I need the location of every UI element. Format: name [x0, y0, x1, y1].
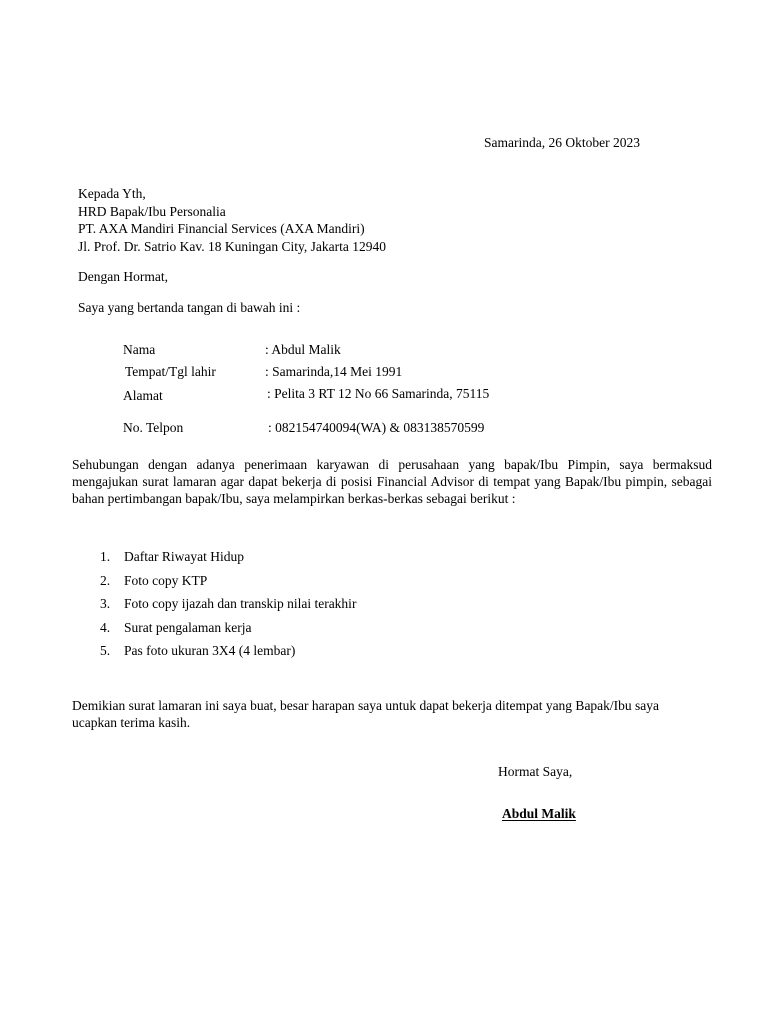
recipient-line: PT. AXA Mandiri Financial Services (AXA Mandiri) — [78, 221, 365, 236]
signature-name: Abdul Malik — [502, 806, 576, 821]
field-value-alamat: : Pelita 3 RT 12 No 66 Samarinda, 75115 — [267, 386, 490, 401]
recipient-line: Jl. Prof. Dr. Satrio Kav. 18 Kuningan City, Jakarta 12940 — [78, 238, 386, 254]
body-paragraph: Sehubungan dengan adanya penerimaan karyawan di perusahaan yang bapak/Ibu Pimpin, saya bermaksud mengajukan surat lamaran agar dapat bekerja di posisi Financial Advisor di tempat yang Bapak/Ibu pimpin, sebagai bahan pertimbangan bapak/Ibu, saya melampirkan berkas-berkas sebagai berikut : — [72, 457, 712, 506]
list-item — [100, 642, 356, 666]
list-item — [100, 548, 356, 572]
recipient-line: HRD Bapak/Ibu Personalia — [78, 203, 226, 219]
closing-text: Hormat Saya, — [498, 764, 573, 779]
salutation: Dengan Hormat, — [78, 269, 168, 284]
letter-date: Samarinda, 26 Oktober 2023 — [484, 135, 640, 150]
list-text: Surat pengalaman kerja — [124, 619, 252, 635]
list-number: 5. — [100, 643, 111, 658]
list-text: Daftar Riwayat Hidup — [124, 549, 244, 564]
attachment-list — [100, 548, 356, 666]
list-number: 2. — [100, 572, 111, 588]
recipient-block — [78, 185, 386, 255]
field-value-nama: : Abdul Malik — [265, 342, 341, 357]
field-value-telpon: : 082154740094(WA) & 083138570599 — [268, 420, 485, 435]
field-label-ttl: Tempat/Tgl lahir — [125, 364, 216, 379]
list-item — [100, 572, 356, 596]
field-label-alamat: Alamat — [123, 388, 163, 403]
list-text: Foto copy ijazah dan transkip nilai terakhir — [124, 596, 357, 611]
list-text: Pas foto ukuran 3X4 (4 lembar) — [124, 643, 296, 658]
list-number: 3. — [100, 596, 111, 611]
field-label-nama: Nama — [123, 342, 156, 357]
closing-paragraph: Demikian surat lamaran ini saya buat, besar harapan saya untuk dapat bekerja ditempat yang Bapak/Ibu saya ucapkan terima kasih. — [72, 698, 660, 730]
recipient-line: Kepada Yth, — [78, 186, 146, 201]
field-label-telpon: No. Telpon — [123, 420, 184, 435]
field-value-ttl: : Samarinda,14 Mei 1991 — [265, 364, 403, 379]
list-number: 4. — [100, 619, 111, 635]
list-number: 1. — [100, 549, 111, 564]
list-item — [100, 619, 356, 643]
intro-line: Saya yang bertanda tangan di bawah ini : — [78, 300, 301, 315]
list-item — [100, 595, 356, 619]
list-text: Foto copy KTP — [124, 572, 208, 588]
